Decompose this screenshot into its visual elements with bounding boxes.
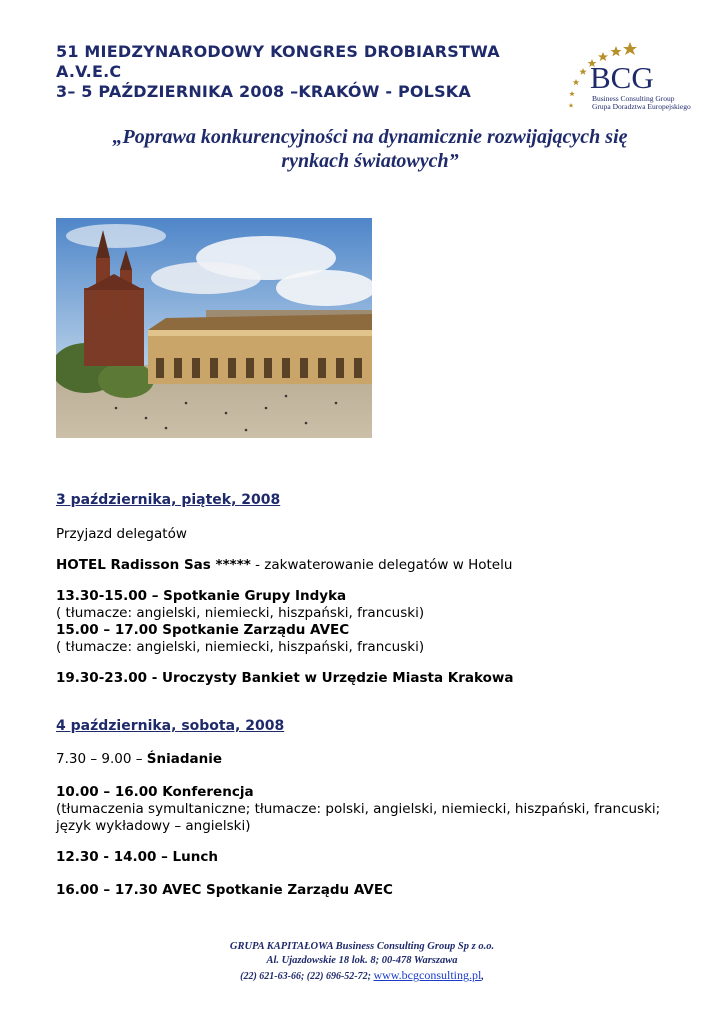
footer-phones: (22) 621-63-66; (22) 696-52-72; [240, 971, 374, 982]
day1-meeting1-note: ( tłumacze: angielski, niemiecki, hiszpański, francuski) [56, 605, 425, 621]
krakow-photo [56, 218, 372, 438]
day2-breakfast-time: 7.30 – 9.00 – [56, 751, 147, 767]
day1-meeting1: 13.30-15.00 – Spotkanie Grupy Indyka [56, 588, 347, 604]
day1-arrival: Przyjazd delegatów [56, 526, 187, 542]
logo-subtitle [592, 95, 692, 111]
day2-board-meeting: 16.00 – 17.30 AVEC Spotkanie Zarządu AVEC [56, 882, 393, 898]
day2-breakfast-label: Śniadanie [146, 751, 223, 767]
logo-subtitle-line-1: Business Consulting Group [592, 94, 675, 103]
footer-address: Al. Ujazdowskie 18 lok. 8; 00-478 Warszawa [266, 955, 458, 966]
title-line-3: 3– 5 PAŹDZIERNIKA 2008 –KRAKÓW - POLSKA [56, 82, 471, 101]
day1-meeting2-note: ( tłumacze: angielski, niemiecki, hiszpański, francuski) [56, 639, 425, 655]
day2-conference: 10.00 – 16.00 Konferencja [56, 784, 254, 800]
day2-conference-note-2: język wykładowy – angielski) [56, 818, 251, 834]
logo-subtitle-line-2: Grupa Doradztwa Europejskiego [592, 102, 691, 111]
title-line-2: A.V.E.C [56, 62, 122, 81]
title-line-1: 51 MIEDZYNARODOWY KONGRES DROBIARSTWA [56, 42, 500, 61]
footer-company: GRUPA KAPITAŁOWA Business Consulting Group Sp z o.o. [229, 941, 495, 952]
day1-hotel [56, 557, 512, 574]
conference-title [56, 42, 526, 102]
day2-breakfast [56, 751, 222, 768]
day1-hotel-desc: - zakwaterowanie delegatów w Hotelu [250, 557, 513, 573]
day1-heading: 3 października, piątek, 2008 [56, 492, 281, 508]
motto-line-1: „Poprawa konkurencyjności na dynamicznie rozwijających się [112, 126, 628, 148]
day2-lunch: 12.30 - 14.00 – Lunch [56, 849, 218, 865]
conference-motto [70, 125, 670, 173]
website-link[interactable]: www.bcgconsulting.pl [373, 968, 482, 982]
day1-meeting2: 15.00 – 17.00 Spotkanie Zarządu AVEC [56, 622, 350, 638]
footer [0, 940, 724, 984]
motto-line-2: rynkach światowych” [281, 150, 459, 172]
day1-hotel-name: HOTEL Radisson Sas ***** [56, 557, 251, 573]
day2-conference-note-1: (tłumaczenia symultaniczne; tłumacze: polski, angielski, niemiecki, hiszpański, francuski; [56, 801, 661, 817]
footer-contact [0, 968, 724, 984]
logo-wordmark: BCG [590, 60, 654, 95]
day1-banquet: 19.30-23.00 - Uroczysty Bankiet w Urzędzie Miasta Krakowa [56, 670, 514, 686]
day2-heading: 4 października, sobota, 2008 [56, 718, 285, 734]
footer-trail: , [481, 971, 484, 982]
